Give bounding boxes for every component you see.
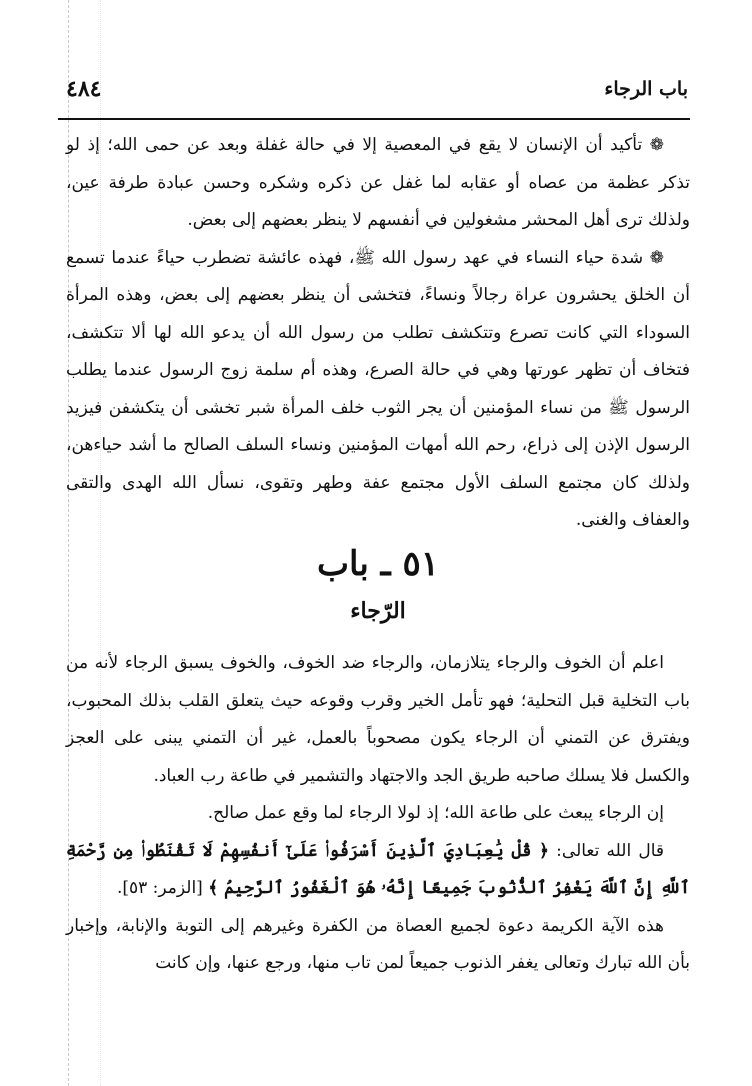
chapter-title: الرّجاء: [350, 598, 406, 624]
paragraph: إن الرجاء يبعث على طاعة الله؛ إذ لولا الرجاء لما وقع عمل صالح.: [207, 803, 664, 823]
verse-reference: [الزمر: ٥٣].: [116, 878, 209, 898]
quran-citation-paragraph: [66, 833, 690, 908]
header-rule: [58, 118, 690, 120]
paragraph: هذه الآية الكريمة دعوة لجميع العصاة من الكفرة وغيرهم إلى التوبة والإنابة، وإخبار بأن الله تبارك وتعالى يغفر الذنوب جميعاً لمن تاب منها، ورجع عنها، وإن كانت: [66, 915, 690, 973]
page-number: ٤٨٤: [66, 76, 102, 102]
quran-verse: ﴿ قُلْ يَٰعِبَادِيَ ٱلَّذِينَ أَسْرَفُوا۟ عَلَىٰٓ أَنفُسِهِمْ لَا تَقْنَطُوا۟ مِن رَّحْمَةِ ٱللَّهِ إِنَّ ٱللَّهَ يَغْفِرُ ٱلذُّنُوبَ جَمِيعًا إِنَّهُۥ هُوَ ٱلْغَفُورُ ٱلرَّحِيمُ ﴾: [66, 840, 690, 898]
section-2-text: [66, 645, 690, 983]
chapter-number: ٥١ ـ باب: [317, 544, 439, 584]
citation-intro: قال الله تعالى:: [549, 840, 664, 861]
paragraph: ❁ تأكيد أن الإنسان لا يقع في المعصية إلا في حالة غفلة وبعد عن حمى الله؛ إذ لو تذكر عظمة من عصاه أو عقابه لما غفل عن ذكره وشكره وحسن عبادة طرفة عين، ولذلك ترى أهل المحشر مشغولين في أنفسهم لا ينظر بعضهم إلى بعض.: [66, 135, 690, 230]
paragraph: اعلم أن الخوف والرجاء يتلازمان، والرجاء ضد الخوف، والخوف يسبق الرجاء لأنه من باب التخلية قبل التحلية؛ فهو تأمل الخير وقرب وقوعه حيث يتعلق القلب بذلك المحبوب، ويفترق عن التمني أن الرجاء يكون مصحوباً بالعمل، غير أن التمني يبنى على العجز والكسل فلا يسلك صاحبه طريق الجد والاجتهاد والتشمير في طاعة رب العباد.: [66, 653, 690, 786]
running-header: [60, 68, 688, 112]
paragraph: ❁ شدة حياء النساء في عهد رسول الله ﷺ، فهذه عائشة تضطرب حياءً عندما تسمع أن الخلق يحشرون عراة رجالاً ونساءً، فتخشى أن ينظر بعضهم إلى بعض، وهذه المرأة السوداء التي كانت تصرع وتتكشف تطلب من رسول الله أن يدعو الله لها ألا تتكشف، فتخاف أن تظهر عورتها وهي في حالة الصرع، وهذه أم سلمة زوج الرسول عندما يطلب الرسول ﷺ من نساء المؤمنين أن يجر الثوب خلف المرأة شبر تخشى أن يتكشفن فيزيد الرسول الإذن إلى ذراع، رحم الله أمهات المؤمنين ونساء السلف الصالح ما أشد حياءهن، ولذلك كان مجتمع السلف الأول مجتمع عفة وطهر وتقوى، نسأل الله الهدى والتقى والعفاف والغنى.: [66, 247, 690, 530]
section-1-text: [66, 127, 690, 540]
running-header-title: باب الرجاء: [604, 78, 688, 100]
